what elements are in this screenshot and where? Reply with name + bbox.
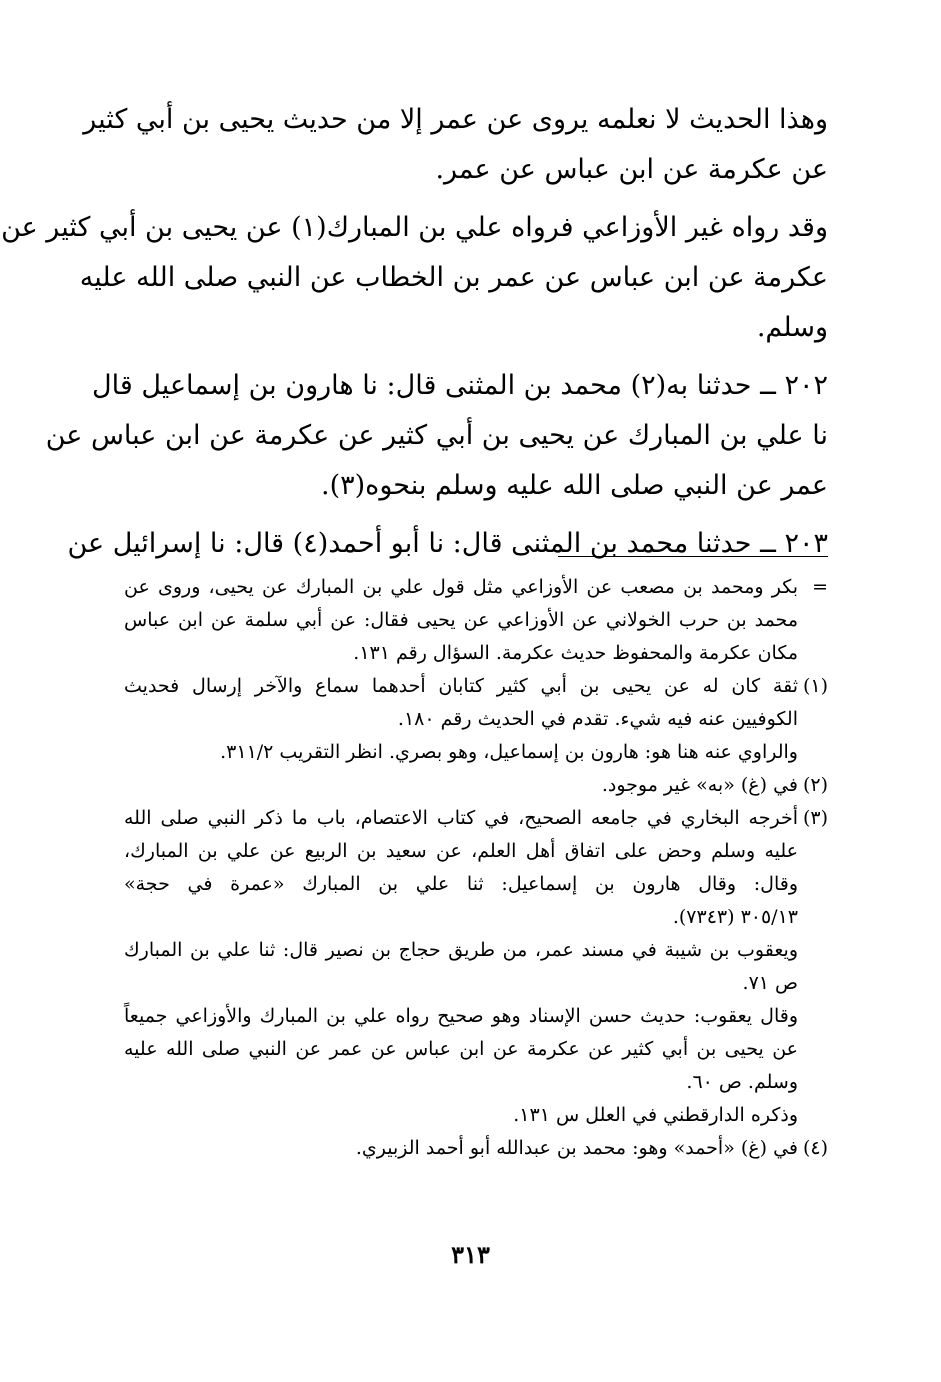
footnote-text: في (غ) «به» غير موجود. [601, 774, 798, 796]
footnote-text: وقال يعقوب: حديث حسن الإسناد وهو صحيح رواه علي بن المبارك والأوزاعي جميعاً [124, 1005, 798, 1027]
footnote-line [124, 604, 828, 637]
footnote-text: والراوي عنه هنا هو: هارون بن إسماعيل، وهو بصري. انظر التقريب ٣١١/٢. [220, 741, 798, 763]
footnote-line [124, 967, 828, 1000]
main-text [1, 95, 828, 569]
footnote-text: وقال: وقال هارون بن إسماعيل: ثنا علي بن المبارك «عمرة في حجة» [124, 873, 798, 895]
footnote-text: وذكره الدارقطني في العلل س ١٣١. [513, 1104, 798, 1126]
main-line: وقد رواه غير الأوزاعي فرواه علي بن المبارك(١) عن يحيى بن أبي كثير عن [1, 212, 828, 243]
footnote-line [124, 868, 828, 901]
footnote-line [124, 1000, 828, 1033]
footnote-line [124, 1066, 828, 1099]
footnote-marker: (٢) [802, 774, 828, 796]
footnote-1-line [124, 670, 828, 703]
footnote-line [124, 934, 828, 967]
footnote-line [124, 835, 828, 868]
main-line: وسلم. [756, 312, 828, 343]
footnote-text: مكان عكرمة والمحفوظ حديث عكرمة. السؤال رقم ١٣١. [353, 642, 798, 664]
footnote-text: ٣٠٥/١٣ (٧٣٤٣). [672, 906, 798, 928]
footnote-text: ص ٧١. [742, 972, 798, 994]
footnote-line [124, 1033, 828, 1066]
footnote-text: أخرجه البخاري في جامعه الصحيح، في كتاب الاعتصام، باب ما ذكر النبي صلى الله [124, 807, 798, 829]
footnote-marker: (٤) [802, 1137, 828, 1159]
footnote-line [124, 703, 828, 736]
footnotes [124, 571, 828, 1165]
footnote-text: في (غ) «أحمد» وهو: محمد بن عبدالله أبو أحمد الزبيري. [355, 1137, 798, 1159]
page-number: ٣١٣ [451, 1240, 490, 1269]
footnote-text: محمد بن حرب الخولاني عن الأوزاعي عن يحيى فقال: عن أبي سلمة عن ابن عباس [124, 609, 798, 631]
footnote-text: بكر ومحمد بن مصعب عن الأوزاعي مثل قول علي بن المبارك عن يحيى، وروى عن [124, 576, 798, 598]
footnote-text: ويعقوب بن شيبة في مسند عمر، من طريق حجاج بن نصير قال: ثنا علي بن المبارك [124, 939, 798, 961]
main-line: وهذا الحديث لا نعلمه يروى عن عمر إلا من حديث يحيى بن أبي كثير [83, 104, 828, 135]
footnote-3-line [124, 802, 828, 835]
footnote-marker: (٣) [802, 807, 828, 829]
footnote-2-line [124, 769, 828, 802]
main-line: نا علي بن المبارك عن يحيى بن أبي كثير عن عكرمة عن ابن عباس عن [45, 420, 828, 451]
main-line: عن عكرمة عن ابن عباس عن عمر. [435, 154, 828, 185]
footnote-line [124, 736, 828, 769]
footnote-line [124, 1099, 828, 1132]
footnote-line [124, 637, 828, 670]
footnote-text: ثقة كان له عن يحيى بن أبي كثير كتابان أحدهما سماع والآخر إرسال فحديث [124, 675, 798, 697]
main-line: عكرمة عن ابن عباس عن عمر بن الخطاب عن النبي صلى الله عليه [79, 262, 828, 293]
footnote-line [124, 901, 828, 934]
footnote-line [124, 571, 828, 604]
footnote-text: عن يحيى بن أبي كثير عن عكرمة عن ابن عباس عن عمر عن النبي صلى الله عليه [124, 1038, 798, 1060]
footnote-4-line [124, 1132, 828, 1165]
footnote-text: عليه وسلم وحض على اتفاق أهل العلم، عن سعيد بن الربيع عن علي بن المبارك، [124, 840, 798, 862]
footnote-marker: (١) [802, 675, 828, 697]
footnote-continued-marker: = [812, 576, 828, 598]
main-line: عمر عن النبي صلى الله عليه وسلم بنحوه(٣). [321, 470, 828, 501]
footnote-text: وسلم. ص ٦٠. [686, 1071, 798, 1093]
hadith-202-line: ٢٠٢ ــ حدثنا به(٢) محمد بن المثنى قال: نا هارون بن إسماعيل قال [92, 370, 828, 401]
footnote-text: الكوفيين عنه فيه شيء. تقدم في الحديث رقم ١٨٠. [397, 708, 798, 730]
hadith-203-line: ٢٠٣ ــ حدثنا محمد بن المثنى قال: نا أبو أحمد(٤) قال: نا إسرائيل عن [67, 528, 828, 559]
footnote-separator [558, 556, 828, 557]
